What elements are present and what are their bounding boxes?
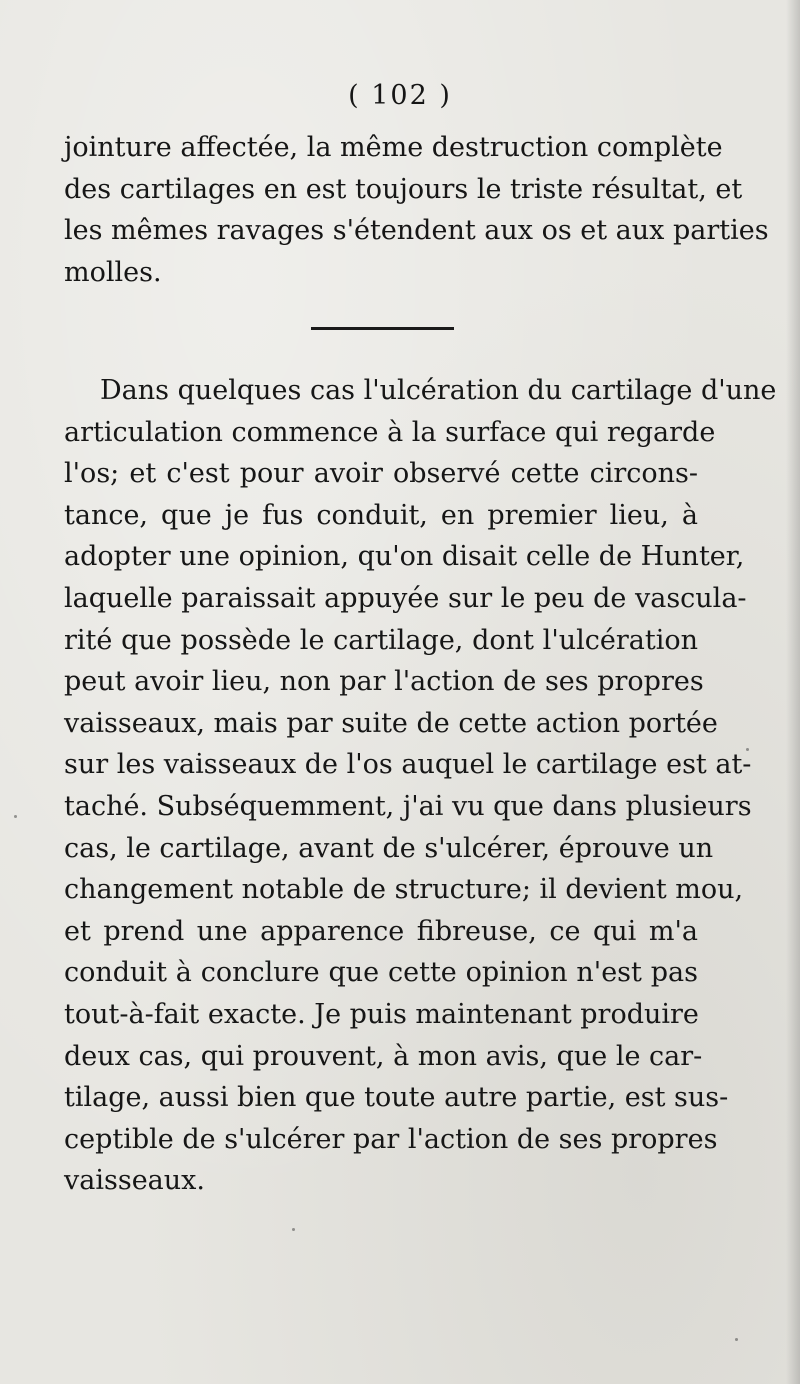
text-line: cas, le cartilage, avant de s'ulcérer, éprouve un <box>64 832 714 864</box>
text-line: tance, que je fus conduit, en premier lieu, à <box>64 499 698 531</box>
paper-speck <box>14 815 17 818</box>
paper-speck <box>746 748 749 751</box>
text-line: Dans quelques cas l'ulcération du cartilage d'une <box>100 375 777 406</box>
text-line: vaisseaux. <box>64 1165 205 1197</box>
text-line: tilage, aussi bien que toute autre partie, est sus- <box>64 1082 729 1114</box>
text-line: sur les vaisseaux de l'os auquel le cartilage est at- <box>64 749 752 781</box>
paragraph-continued <box>64 127 769 293</box>
paper-speck <box>292 1228 295 1231</box>
text-line: l'os; et c'est pour avoir observé cette circons- <box>64 458 698 490</box>
text-line: articulation commence à la surface qui regarde <box>64 416 716 448</box>
text-line: tout-à-fait exacte. Je puis maintenant produire <box>64 998 699 1030</box>
text-line: taché. Subséquemment, j'ai vu que dans plusieurs <box>64 790 752 822</box>
text-line: et prend une apparence fibreuse, ce qui m'a <box>64 915 698 947</box>
text-line: peut avoir lieu, non par l'action de ses propres <box>64 666 704 698</box>
text-line: laquelle paraissait appuyée sur le peu de vascula- <box>64 582 747 614</box>
text-line: vaisseaux, mais par suite de cette action portée <box>64 707 718 739</box>
page-edge-shadow <box>786 0 800 1384</box>
paragraph-main <box>64 370 777 1202</box>
text-line: molles. <box>64 256 162 288</box>
text-line: adopter une opinion, qu'on disait celle de Hunter, <box>64 541 745 573</box>
text-line: ceptible de s'ulcérer par l'action de ses propres <box>64 1123 718 1155</box>
page-number: ( 102 ) <box>348 80 452 111</box>
text-line: rité que possède le cartilage, dont l'ulcération <box>64 624 698 656</box>
text-line: changement notable de structure; il devient mou, <box>64 874 744 906</box>
text-line: les mêmes ravages s'étendent aux os et aux parties <box>64 215 769 247</box>
section-separator-rule <box>311 327 454 330</box>
text-line: deux cas, qui prouvent, à mon avis, que le car- <box>64 1040 703 1072</box>
text-line: des cartilages en est toujours le triste résultat, et <box>64 173 743 205</box>
paper-speck <box>735 1338 738 1341</box>
text-line: jointure affectée, la même destruction complète <box>64 132 723 163</box>
text-line: conduit à conclure que cette opinion n'est pas <box>64 957 698 989</box>
